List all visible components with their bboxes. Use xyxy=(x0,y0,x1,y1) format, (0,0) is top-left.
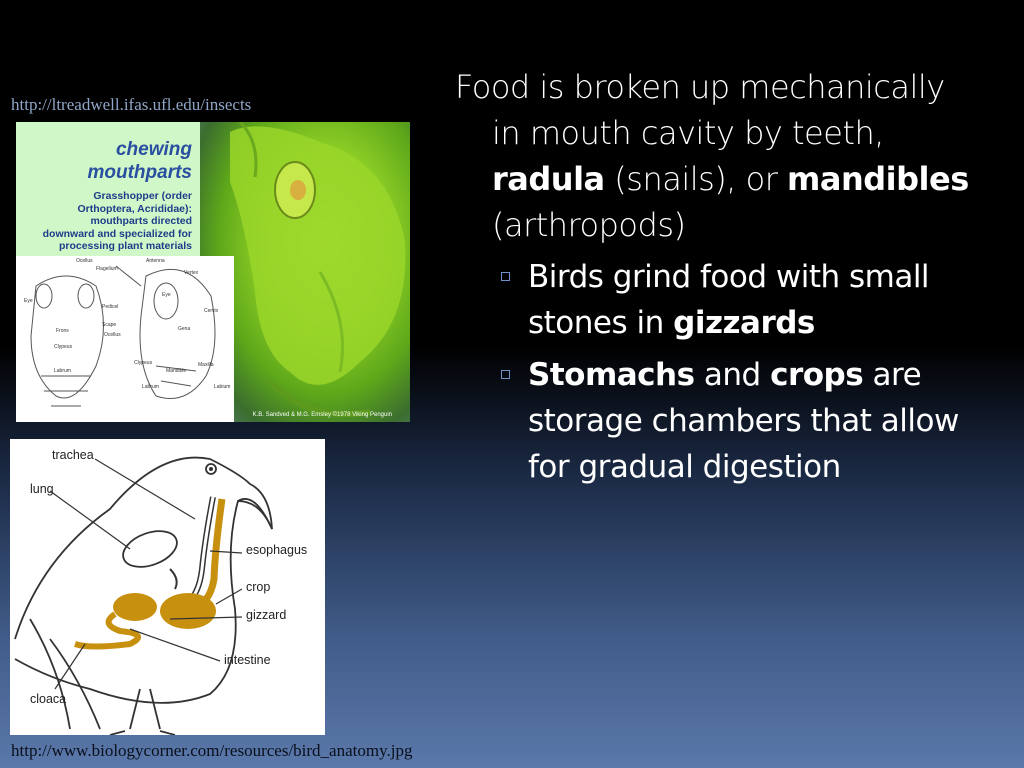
figure-description: Grasshopper (order Orthoptera, Acrididae): mouthparts directed downward and specialized for processing plant materials xyxy=(42,190,192,252)
sketch-label: Gena xyxy=(178,326,191,332)
text-run: (snails), or xyxy=(604,160,788,198)
sketch-label: Antenna xyxy=(146,258,165,264)
source-url-bird-anatomy: http://www.biologycorner.com/resources/bird_anatomy.jpg xyxy=(11,741,413,760)
label-lung: lung xyxy=(30,482,54,496)
bullet-stomachs-crops xyxy=(528,352,975,490)
text-run: are storage chambers that allow for gradual digestion xyxy=(528,357,959,485)
sketch-label: Maxilla xyxy=(198,362,214,368)
source-url-insects: http://ltreadwell.ifas.ufl.edu/insects xyxy=(11,95,252,114)
main-paragraph xyxy=(455,64,975,248)
sketch-label: Flagellum xyxy=(96,266,118,272)
grasshopper-mouthparts-figure xyxy=(16,122,410,422)
sketch-label: Pedicel xyxy=(102,304,119,310)
term-mandibles: mandibles xyxy=(787,160,969,198)
label-esophagus: esophagus xyxy=(246,543,308,557)
sketch-label: Ocellus xyxy=(104,332,121,338)
term-crops: crops xyxy=(770,357,864,393)
text-run: and xyxy=(694,357,771,393)
term-stomachs: Stomachs xyxy=(528,357,695,393)
sketch-label: Mandible xyxy=(166,368,187,374)
grasshopper-head-sketch xyxy=(16,256,234,422)
text-run: Birds grind food with small stones in xyxy=(528,259,930,341)
text-run: Food is broken up mechanically in mouth cavity by teeth, xyxy=(455,68,945,152)
sketch-label: Labrum xyxy=(54,368,71,374)
sketch-label: Clypeus xyxy=(54,344,73,350)
sketch-label: Clypeus xyxy=(134,360,153,366)
term-gizzards: gizzards xyxy=(673,305,815,341)
bullet-list xyxy=(455,254,975,490)
term-radula: radula xyxy=(492,160,605,198)
slide-body-text xyxy=(455,64,975,496)
text-run: (arthropods) xyxy=(492,206,686,244)
label-crop: crop xyxy=(246,580,271,594)
sketch-label: Labrum xyxy=(142,384,159,390)
label-gizzard: gizzard xyxy=(246,608,287,622)
sketch-label: Ocellus xyxy=(76,258,93,264)
photo-credit: K.B. Sandved & M.G. Emsley ©1978 Viking Penguin xyxy=(252,412,392,418)
figure-caption-box xyxy=(16,122,200,258)
bird-digestive-anatomy-figure xyxy=(10,439,325,735)
sketch-label: Eye xyxy=(162,292,171,298)
sketch-label: Frons xyxy=(56,328,69,334)
sketch-label: Vertex xyxy=(184,270,199,276)
sketch-label: Eye xyxy=(24,298,33,304)
figure-title: chewing mouthparts xyxy=(87,139,192,183)
sketch-label: Labium xyxy=(214,384,231,390)
bullet-gizzards xyxy=(528,254,975,346)
sketch-label: Scape xyxy=(102,322,117,328)
label-trachea: trachea xyxy=(52,448,94,462)
sketch-label: Cervix xyxy=(204,308,219,314)
label-intestine: intestine xyxy=(224,653,271,667)
label-cloaca: cloaca xyxy=(30,692,67,706)
